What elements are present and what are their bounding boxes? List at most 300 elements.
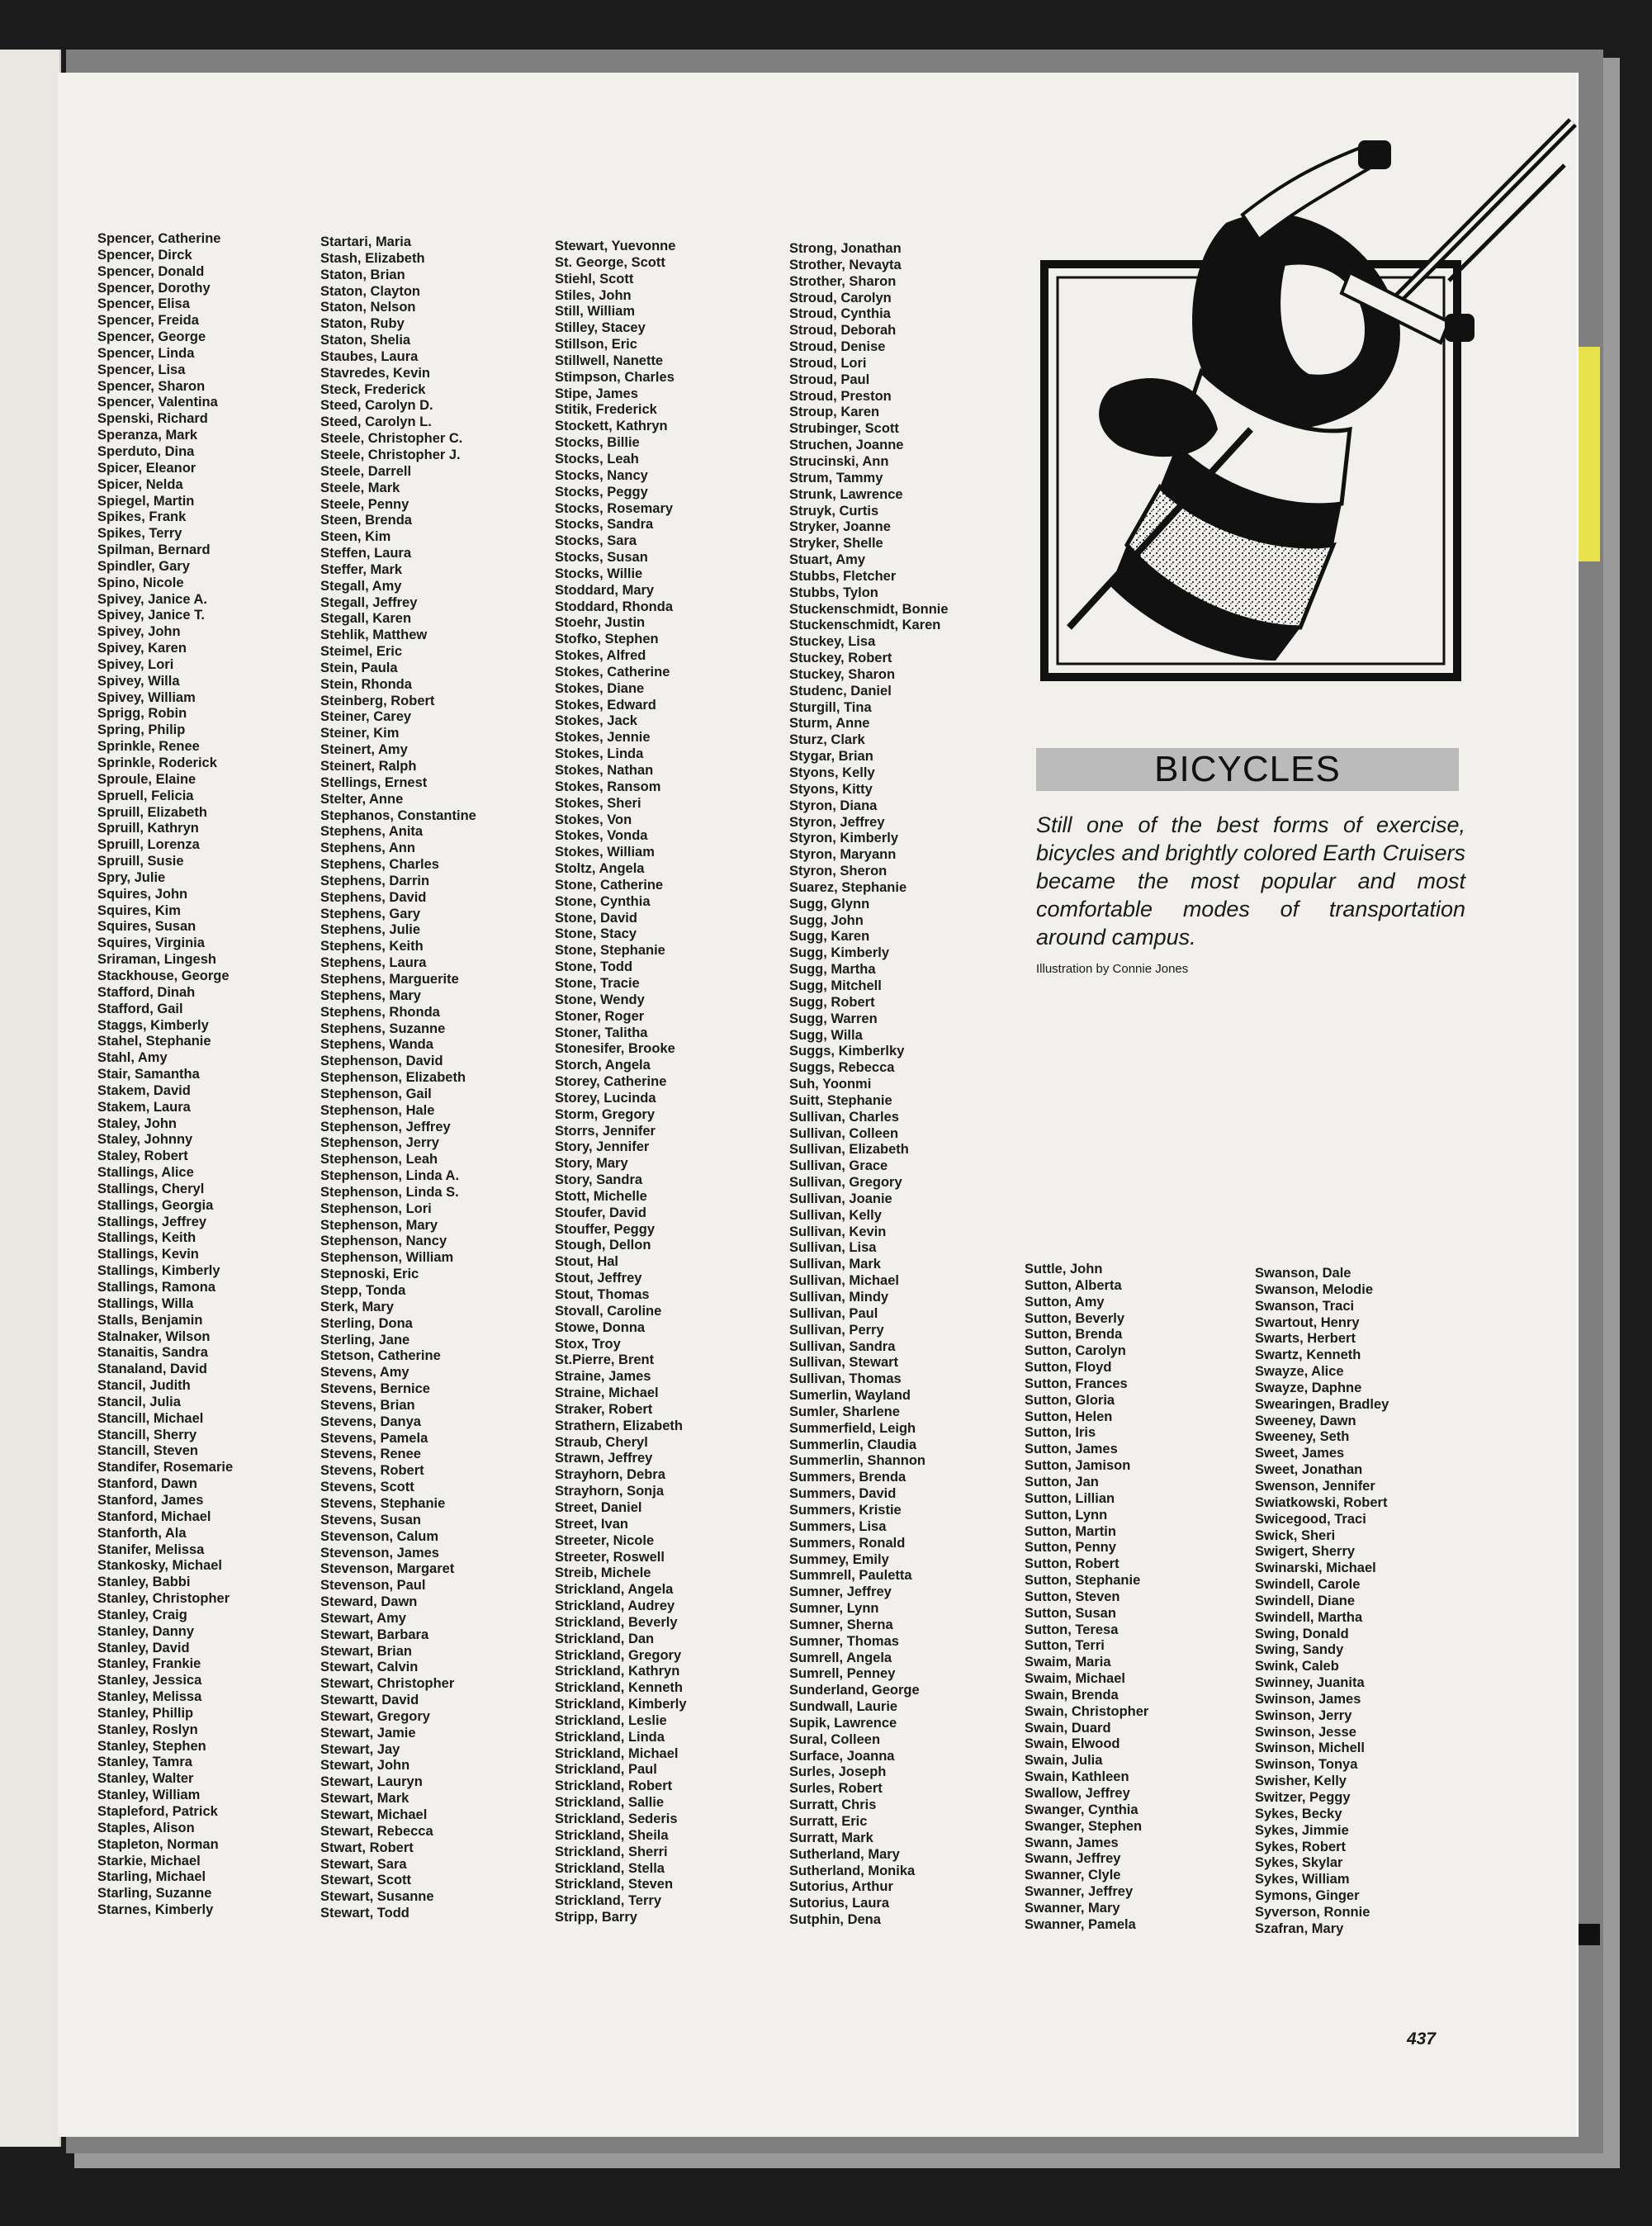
name-entry: Sullivan, Kelly <box>789 1207 882 1223</box>
name-entry: Stonesifer, Brooke <box>555 1041 675 1057</box>
name-entry: Stevens, Pamela <box>320 1430 428 1446</box>
name-entry: Stanley, Stephen <box>97 1738 206 1754</box>
name-entry: Stouffer, Peggy <box>555 1221 656 1237</box>
name-entry: Styron, Sheron <box>789 864 888 879</box>
name-entry: Stroup, Karen <box>789 405 880 420</box>
name-entry: Stokes, Ransom <box>555 779 661 794</box>
name-entry: Sutton, Terri <box>1025 1638 1105 1654</box>
name-entry: Strickland, Angela <box>555 1582 674 1598</box>
name-entry: Stevenson, Margaret <box>320 1561 455 1577</box>
name-entry: Sugg, Martha <box>789 962 876 978</box>
name-entry: Stevens, Scott <box>320 1480 414 1495</box>
name-entry: Stone, Tracie <box>555 975 640 991</box>
name-entry: Stahl, Amy <box>97 1050 168 1066</box>
name-entry: Straker, Robert <box>555 1401 653 1417</box>
name-entry: Street, Ivan <box>555 1516 628 1532</box>
name-entry: Spruill, Susie <box>97 854 184 869</box>
name-entry: Stipe, James <box>555 386 638 401</box>
name-entry: Steinberg, Robert <box>320 693 435 708</box>
name-entry: Swanner, Mary <box>1025 1900 1120 1916</box>
name-entry: Swain, Duard <box>1025 1720 1111 1736</box>
name-entry: Swinney, Juanita <box>1255 1675 1365 1691</box>
name-entry: Spivey, Karen <box>97 641 187 656</box>
name-entry: Stoner, Roger <box>555 1008 645 1024</box>
name-entry: Storey, Lucinda <box>555 1090 656 1106</box>
name-entry: Styron, Kimberly <box>789 831 899 846</box>
name-entry: Stancil, Julia <box>97 1394 181 1409</box>
name-entry: Stalls, Benjamin <box>97 1312 203 1328</box>
name-entry: Summers, Lisa <box>789 1518 887 1534</box>
name-entry: Swinson, Jerry <box>1255 1707 1352 1723</box>
name-entry: Strickland, Beverly <box>555 1614 678 1630</box>
name-entry: Sullivan, Paul <box>789 1305 878 1321</box>
name-entry: Stephenson, Mary <box>320 1217 438 1233</box>
name-entry: Sugg, Mitchell <box>789 978 882 993</box>
name-entry: Stoner, Talitha <box>555 1025 648 1040</box>
name-entry: Strickland, Kimberly <box>555 1697 687 1712</box>
name-entry: Stocks, Sara <box>555 533 637 549</box>
name-entry: Still, William <box>555 304 636 320</box>
name-entry: Steed, Carolyn L. <box>320 414 432 430</box>
name-entry: Spenski, Richard <box>97 411 208 427</box>
name-entry: Stewart, Todd <box>320 1906 409 1921</box>
name-entry: Swicegood, Traci <box>1255 1511 1366 1527</box>
name-entry: Stokes, Diane <box>555 680 645 696</box>
name-entry: Stephens, Darrin <box>320 873 430 888</box>
name-entry: Strickland, Sederis <box>555 1812 678 1826</box>
name-entry: Swinson, Tonya <box>1255 1757 1358 1773</box>
name-entry: Strickland, Robert <box>555 1778 673 1794</box>
name-entry: Stott, Michelle <box>555 1188 647 1204</box>
name-entry: Strickland, Dan <box>555 1631 655 1646</box>
name-entry: Stocks, Nancy <box>555 467 648 483</box>
name-entry: Stephenson, Gail <box>320 1086 432 1101</box>
name-entry: Spruill, Elizabeth <box>97 804 207 820</box>
name-entry: Spry, Julie <box>97 869 166 885</box>
name-entry: Studenc, Daniel <box>789 683 892 699</box>
name-entry: Staton, Shelia <box>320 333 411 348</box>
name-entry: Steck, Frederick <box>320 381 426 397</box>
name-entry: Strawn, Jeffrey <box>555 1451 653 1466</box>
name-entry: Strickland, Sherri <box>555 1844 668 1859</box>
name-entry: Sykes, Jimmie <box>1255 1822 1349 1838</box>
name-entry: Stuckey, Lisa <box>789 634 876 650</box>
name-entry: Swayze, Alice <box>1255 1364 1344 1380</box>
name-entry: Struyk, Curtis <box>789 503 879 519</box>
name-entry: Sturz, Clark <box>789 732 865 748</box>
name-entry: Stocks, Rosemary <box>555 500 674 516</box>
name-entry: Standifer, Rosemarie <box>97 1460 234 1475</box>
name-entry: Stancill, Michael <box>97 1410 204 1426</box>
name-entry: Surratt, Chris <box>789 1797 877 1813</box>
name-entry: Stroud, Paul <box>789 372 870 387</box>
name-entry: Spivey, Lori <box>97 656 174 672</box>
name-entry: Stevenson, Calum <box>320 1528 439 1544</box>
name-entry: Stephenson, Elizabeth <box>320 1070 466 1086</box>
name-entry: Strong, Jonathan <box>789 241 902 256</box>
feature-intro: Still one of the best forms of exercise, bicycles and brightly colored Earth Cruisers became the most popular and most comfortable modes of transportation around campus. <box>1036 812 1465 950</box>
name-entry: Stancill, Sherry <box>97 1427 197 1442</box>
name-entry: Stallings, Kimberly <box>97 1263 220 1279</box>
name-entry: Strother, Sharon <box>789 273 897 289</box>
name-entry: Sykes, William <box>1255 1872 1350 1887</box>
name-entry: Stegall, Amy <box>320 578 402 594</box>
name-entry: Sterling, Dona <box>320 1315 413 1331</box>
name-entry: Steele, Christopher J. <box>320 447 461 462</box>
name-entry: St.Pierre, Brent <box>555 1352 655 1368</box>
name-entry: Stewart, Lauryn <box>320 1774 423 1790</box>
name-entry: Stanley, Christopher <box>97 1591 230 1607</box>
name-entry: Sykes, Becky <box>1255 1806 1342 1821</box>
name-entry: Stevenson, James <box>320 1545 439 1561</box>
name-entry: Stetson, Catherine <box>320 1348 441 1364</box>
name-entry: Spivey, Janice T. <box>97 608 205 623</box>
name-entry: Sugg, Warren <box>789 1011 878 1026</box>
name-entry: Stephenson, Hale <box>320 1102 435 1118</box>
name-entry: Stelter, Anne <box>320 791 404 807</box>
name-entry: Steele, Mark <box>320 480 400 495</box>
name-column-2 <box>320 234 476 1922</box>
name-entry: Sugg, John <box>789 912 864 928</box>
name-entry: Suarez, Stephanie <box>789 879 907 895</box>
name-entry: Stephens, Laura <box>320 955 427 971</box>
name-entry: Stanley, Craig <box>97 1607 187 1622</box>
name-entry: Stephenson, Jerry <box>320 1135 439 1151</box>
name-entry: Stuckenschmidt, Bonnie <box>789 601 949 617</box>
name-entry: Styron, Maryann <box>789 847 897 863</box>
name-entry: Stephens, Wanda <box>320 1037 433 1053</box>
name-entry: Steiner, Carey <box>320 709 412 725</box>
name-entry: Sturm, Anne <box>789 716 870 732</box>
name-entry: Stallings, Jeffrey <box>97 1214 207 1229</box>
name-entry: Spencer, Linda <box>97 345 195 361</box>
name-entry: Swayze, Daphne <box>1255 1380 1362 1395</box>
name-entry: Sutton, Amy <box>1025 1294 1105 1310</box>
name-entry: Sprinkle, Roderick <box>97 755 217 770</box>
name-entry: Sullivan, Stewart <box>789 1355 899 1371</box>
name-entry: Stokes, Catherine <box>555 664 670 680</box>
name-entry: Spivey, William <box>97 689 196 705</box>
name-entry: Spruell, Felicia <box>97 788 194 803</box>
name-entry: Swindell, Carole <box>1255 1577 1361 1593</box>
name-entry: Stoufer, David <box>555 1205 646 1220</box>
name-entry: Steed, Carolyn D. <box>320 398 433 414</box>
name-entry: Swain, Julia <box>1025 1753 1103 1769</box>
name-entry: Summerlin, Shannon <box>789 1453 926 1469</box>
name-entry: Summerlin, Claudia <box>789 1437 917 1452</box>
name-entry: Stevenson, Paul <box>320 1578 426 1594</box>
left-page-edge <box>0 50 61 2147</box>
name-entry: Sundwall, Laurie <box>789 1699 898 1715</box>
name-entry: Sutton, Robert <box>1025 1556 1119 1572</box>
name-entry: Squires, John <box>97 886 188 902</box>
name-entry: Strucinski, Ann <box>789 453 889 469</box>
name-entry: Summerfield, Leigh <box>789 1420 916 1436</box>
name-entry: Spino, Nicole <box>97 575 184 590</box>
name-entry: Stein, Rhonda <box>320 676 412 692</box>
name-entry: Swick, Sheri <box>1255 1527 1336 1543</box>
name-entry: Straub, Cheryl <box>555 1434 648 1450</box>
name-entry: Stone, Wendy <box>555 992 645 1007</box>
name-entry: Stewart, Michael <box>320 1807 428 1822</box>
name-entry: Sullivan, Charles <box>789 1109 899 1125</box>
name-entry: Steffer, Mark <box>320 561 403 577</box>
name-entry: Stephens, Charles <box>320 857 439 873</box>
name-entry: Staton, Nelson <box>320 300 416 315</box>
name-entry: Steimel, Eric <box>320 644 403 660</box>
name-entry: Stryker, Joanne <box>789 519 891 535</box>
name-entry: Sutorius, Laura <box>789 1896 890 1911</box>
name-entry: Squires, Virginia <box>97 935 205 951</box>
name-entry: Sumrell, Angela <box>789 1650 892 1665</box>
name-entry: Swanson, Dale <box>1255 1266 1351 1281</box>
name-entry: Stanley, Frankie <box>97 1656 201 1672</box>
name-entry: Stephenson, Nancy <box>320 1234 447 1249</box>
name-entry: Sutherland, Monika <box>789 1863 916 1878</box>
name-entry: Starnes, Kimberly <box>97 1902 214 1918</box>
name-entry: Sutton, Brenda <box>1025 1327 1123 1343</box>
name-entry: Strickland, Audrey <box>555 1598 675 1614</box>
name-entry: Stanford, Michael <box>97 1508 211 1524</box>
name-entry: St. George, Scott <box>555 254 665 270</box>
name-entry: Sprigg, Robin <box>97 706 187 722</box>
name-entry: Symons, Ginger <box>1255 1888 1360 1904</box>
name-entry: Sutton, Lynn <box>1025 1507 1108 1523</box>
name-entry: Swinson, Michell <box>1255 1741 1365 1756</box>
name-entry: Stanley, Danny <box>97 1623 195 1639</box>
name-entry: Steiner, Kim <box>320 726 400 741</box>
name-entry: Stokes, Edward <box>555 697 656 713</box>
name-entry: Sutorius, Arthur <box>789 1879 893 1895</box>
name-entry: Swing, Donald <box>1255 1626 1349 1641</box>
name-entry: Strum, Tammy <box>789 470 883 485</box>
name-entry: Swindell, Martha <box>1255 1609 1363 1625</box>
name-entry: Sutton, Iris <box>1025 1425 1096 1441</box>
name-entry: Stepnoski, Eric <box>320 1267 419 1282</box>
name-entry: Storm, Gregory <box>555 1106 656 1122</box>
name-entry: Sutton, Beverly <box>1025 1310 1125 1326</box>
name-entry: Sullivan, Kevin <box>789 1224 887 1239</box>
name-entry: Surratt, Mark <box>789 1830 873 1845</box>
name-entry: Stephenson, David <box>320 1054 443 1069</box>
name-entry: Swanner, Jeffrey <box>1025 1884 1134 1900</box>
name-entry: Steward, Dawn <box>320 1594 418 1610</box>
name-entry: Stanford, Dawn <box>97 1476 198 1492</box>
name-entry: Stankosky, Michael <box>97 1558 223 1574</box>
name-entry: Straine, James <box>555 1369 651 1385</box>
name-entry: Stephens, Rhonda <box>320 1004 440 1020</box>
name-entry: Stehlik, Matthew <box>320 628 428 643</box>
name-entry: Staples, Alison <box>97 1820 195 1835</box>
name-entry: Stilley, Stacey <box>555 320 646 336</box>
name-entry: Sullivan, Perry <box>789 1322 884 1338</box>
name-entry: Staggs, Kimberly <box>97 1017 209 1033</box>
name-entry: Stokes, Jack <box>555 713 637 729</box>
name-entry: Stancill, Steven <box>97 1443 198 1459</box>
name-column-1 <box>97 231 233 1919</box>
name-entry: Staley, Robert <box>97 1149 188 1164</box>
name-entry: Stephens, Julie <box>320 922 421 938</box>
name-entry: Stokes, Linda <box>555 746 644 762</box>
name-entry: Stallings, Cheryl <box>97 1181 205 1196</box>
name-entry: Stanaland, David <box>97 1362 207 1377</box>
name-entry: Supik, Lawrence <box>789 1715 897 1731</box>
name-entry: Summers, Kristie <box>789 1502 902 1518</box>
name-entry: Sykes, Skylar <box>1255 1855 1343 1871</box>
name-entry: Sural, Colleen <box>789 1731 881 1747</box>
name-entry: Staton, Clayton <box>320 283 421 299</box>
name-entry: Stanifer, Melissa <box>97 1542 205 1557</box>
name-entry: Stanaitis, Sandra <box>97 1345 208 1361</box>
name-entry: Starling, Michael <box>97 1869 206 1885</box>
name-entry: Spiegel, Martin <box>97 493 195 509</box>
name-entry: Sweet, Jonathan <box>1255 1462 1363 1478</box>
name-entry: Stegall, Karen <box>320 611 412 627</box>
name-entry: Strunk, Lawrence <box>789 486 903 502</box>
name-entry: Strickland, Linda <box>555 1729 665 1745</box>
name-entry: Swain, Brenda <box>1025 1687 1119 1703</box>
name-entry: Swinson, Jesse <box>1255 1724 1356 1740</box>
name-entry: Stapleford, Patrick <box>97 1804 218 1819</box>
name-entry: Sullivan, Mark <box>789 1257 881 1272</box>
name-entry: Spencer, Elisa <box>97 296 190 312</box>
name-entry: Stout, Jeffrey <box>555 1271 642 1286</box>
name-entry: Sutton, Susan <box>1025 1605 1116 1621</box>
name-entry: Stofko, Stephen <box>555 632 659 647</box>
name-entry: Stuckey, Sharon <box>789 666 896 682</box>
name-entry: Sperduto, Dina <box>97 443 195 459</box>
name-entry: Sumner, Thomas <box>789 1633 899 1649</box>
name-entry: Styron, Diana <box>789 798 878 813</box>
name-entry: Stephens, Keith <box>320 939 424 954</box>
name-entry: Stephenson, Linda S. <box>320 1184 459 1200</box>
name-entry: Stubbs, Fletcher <box>789 568 897 584</box>
name-entry: Swigert, Sherry <box>1255 1544 1356 1560</box>
name-entry: Sugg, Kimberly <box>789 945 890 961</box>
name-entry: Stevens, Robert <box>320 1463 424 1479</box>
name-entry: Spruill, Kathryn <box>97 821 199 836</box>
name-entry: Spencer, Dirck <box>97 247 192 263</box>
name-entry: Swanger, Stephen <box>1025 1818 1143 1834</box>
name-entry: Sutton, Jan <box>1025 1474 1099 1490</box>
name-entry: Stein, Paula <box>320 660 398 675</box>
name-entry: Swanner, Clyle <box>1025 1868 1121 1883</box>
name-entry: Stalnaker, Wilson <box>97 1328 211 1344</box>
name-entry: Stone, Catherine <box>555 877 664 893</box>
name-entry: Swink, Caleb <box>1255 1659 1339 1674</box>
name-entry: Sullivan, Grace <box>789 1158 888 1174</box>
name-entry: Summey, Emily <box>789 1551 889 1567</box>
name-entry: Stevens, Renee <box>320 1447 421 1462</box>
name-entry: Stewart, John <box>320 1758 410 1774</box>
name-entry: Stroud, Deborah <box>789 323 897 339</box>
name-entry: Sutton, Frances <box>1025 1376 1128 1391</box>
name-entry: Stellings, Ernest <box>320 774 428 790</box>
name-entry: Sumner, Jeffrey <box>789 1584 892 1600</box>
name-entry: Stegall, Jeffrey <box>320 594 418 610</box>
name-entry: Stuckey, Robert <box>789 651 892 666</box>
name-entry: Sutton, Alberta <box>1025 1277 1122 1293</box>
name-entry: Struchen, Joanne <box>789 438 904 453</box>
name-entry: Summers, Ronald <box>789 1535 906 1551</box>
name-entry: Stanley, Roslyn <box>97 1722 198 1737</box>
name-entry: Swaim, Michael <box>1025 1671 1125 1687</box>
name-entry: Swartz, Kenneth <box>1255 1347 1361 1363</box>
name-entry: Stewart, Brian <box>320 1643 412 1659</box>
name-entry: Swanson, Melodie <box>1255 1281 1374 1297</box>
name-entry: Stephens, Anita <box>320 824 424 840</box>
name-entry: Stryker, Shelle <box>789 536 883 552</box>
name-entry: Stokes, Jennie <box>555 730 651 746</box>
name-entry: Storey, Catherine <box>555 1074 667 1090</box>
name-entry: Styron, Jeffrey <box>789 814 885 830</box>
name-entry: Stiles, John <box>555 287 632 303</box>
name-entry: Stephenson, Leah <box>320 1152 438 1167</box>
name-entry: Steele, Christopher C. <box>320 431 463 447</box>
name-entry: Stubbs, Tylon <box>789 585 878 600</box>
name-entry: Stokes, William <box>555 845 655 860</box>
name-entry: Stone, Stephanie <box>555 943 665 959</box>
name-entry: Stephens, Ann <box>320 841 415 856</box>
name-entry: Sutton, Gloria <box>1025 1392 1115 1408</box>
name-entry: Sullivan, Lisa <box>789 1240 877 1256</box>
name-entry: Strickland, Kathryn <box>555 1664 680 1679</box>
name-entry: Sullivan, Thomas <box>789 1371 902 1387</box>
name-entry: Steinert, Amy <box>320 742 408 758</box>
name-entry: Staton, Brian <box>320 267 405 282</box>
name-entry: Stone, David <box>555 910 637 926</box>
name-entry: Stevens, Danya <box>320 1414 421 1429</box>
name-entry: Stokes, Sheri <box>555 795 641 811</box>
name-entry: Stewart, Gregory <box>320 1708 430 1724</box>
name-entry: Stroud, Lori <box>789 355 867 371</box>
name-entry: Sutton, Penny <box>1025 1540 1116 1556</box>
name-entry: Suggs, Rebecca <box>789 1060 895 1076</box>
name-entry: Swiatkowski, Robert <box>1255 1494 1388 1510</box>
name-entry: Stackhouse, George <box>97 968 230 983</box>
name-entry: Stafford, Gail <box>97 1001 183 1016</box>
name-entry: Suh, Yoonmi <box>789 1077 872 1092</box>
name-entry: Stephens, Gary <box>320 906 421 921</box>
name-entry: Sullivan, Sandra <box>789 1338 896 1354</box>
name-entry: Surface, Joanna <box>789 1748 895 1764</box>
name-entry: Sutherland, Mary <box>789 1846 900 1862</box>
name-entry: Sutton, Stephanie <box>1025 1573 1141 1589</box>
name-entry: Sumner, Lynn <box>789 1601 879 1617</box>
name-entry: Spivey, Janice A. <box>97 591 207 607</box>
name-entry: Swain, Elwood <box>1025 1736 1120 1752</box>
name-entry: Stewart, Mark <box>320 1791 409 1807</box>
name-entry: Steen, Brenda <box>320 513 412 528</box>
name-entry: Steffen, Laura <box>320 546 412 561</box>
name-entry: Stevens, Amy <box>320 1365 409 1381</box>
name-entry: Swisher, Kelly <box>1255 1774 1347 1789</box>
name-entry: Speranza, Mark <box>97 428 198 443</box>
name-entry: Sumerlin, Wayland <box>789 1388 911 1404</box>
name-entry: Stocks, Billie <box>555 435 640 451</box>
name-entry: Swanson, Traci <box>1255 1298 1355 1314</box>
name-entry: Sweet, James <box>1255 1446 1345 1461</box>
name-entry: Staton, Ruby <box>320 316 405 332</box>
name-entry: Stoehr, Justin <box>555 615 646 631</box>
name-entry: Sproule, Elaine <box>97 771 196 787</box>
name-entry: Stewart, Scott <box>320 1873 412 1888</box>
name-entry: Straine, Michael <box>555 1385 659 1401</box>
name-entry: Sutton, Martin <box>1025 1523 1116 1539</box>
name-entry: Stanley, William <box>97 1788 201 1803</box>
name-entry: Swann, Jeffrey <box>1025 1851 1121 1867</box>
name-entry: Stwart, Robert <box>320 1840 414 1855</box>
